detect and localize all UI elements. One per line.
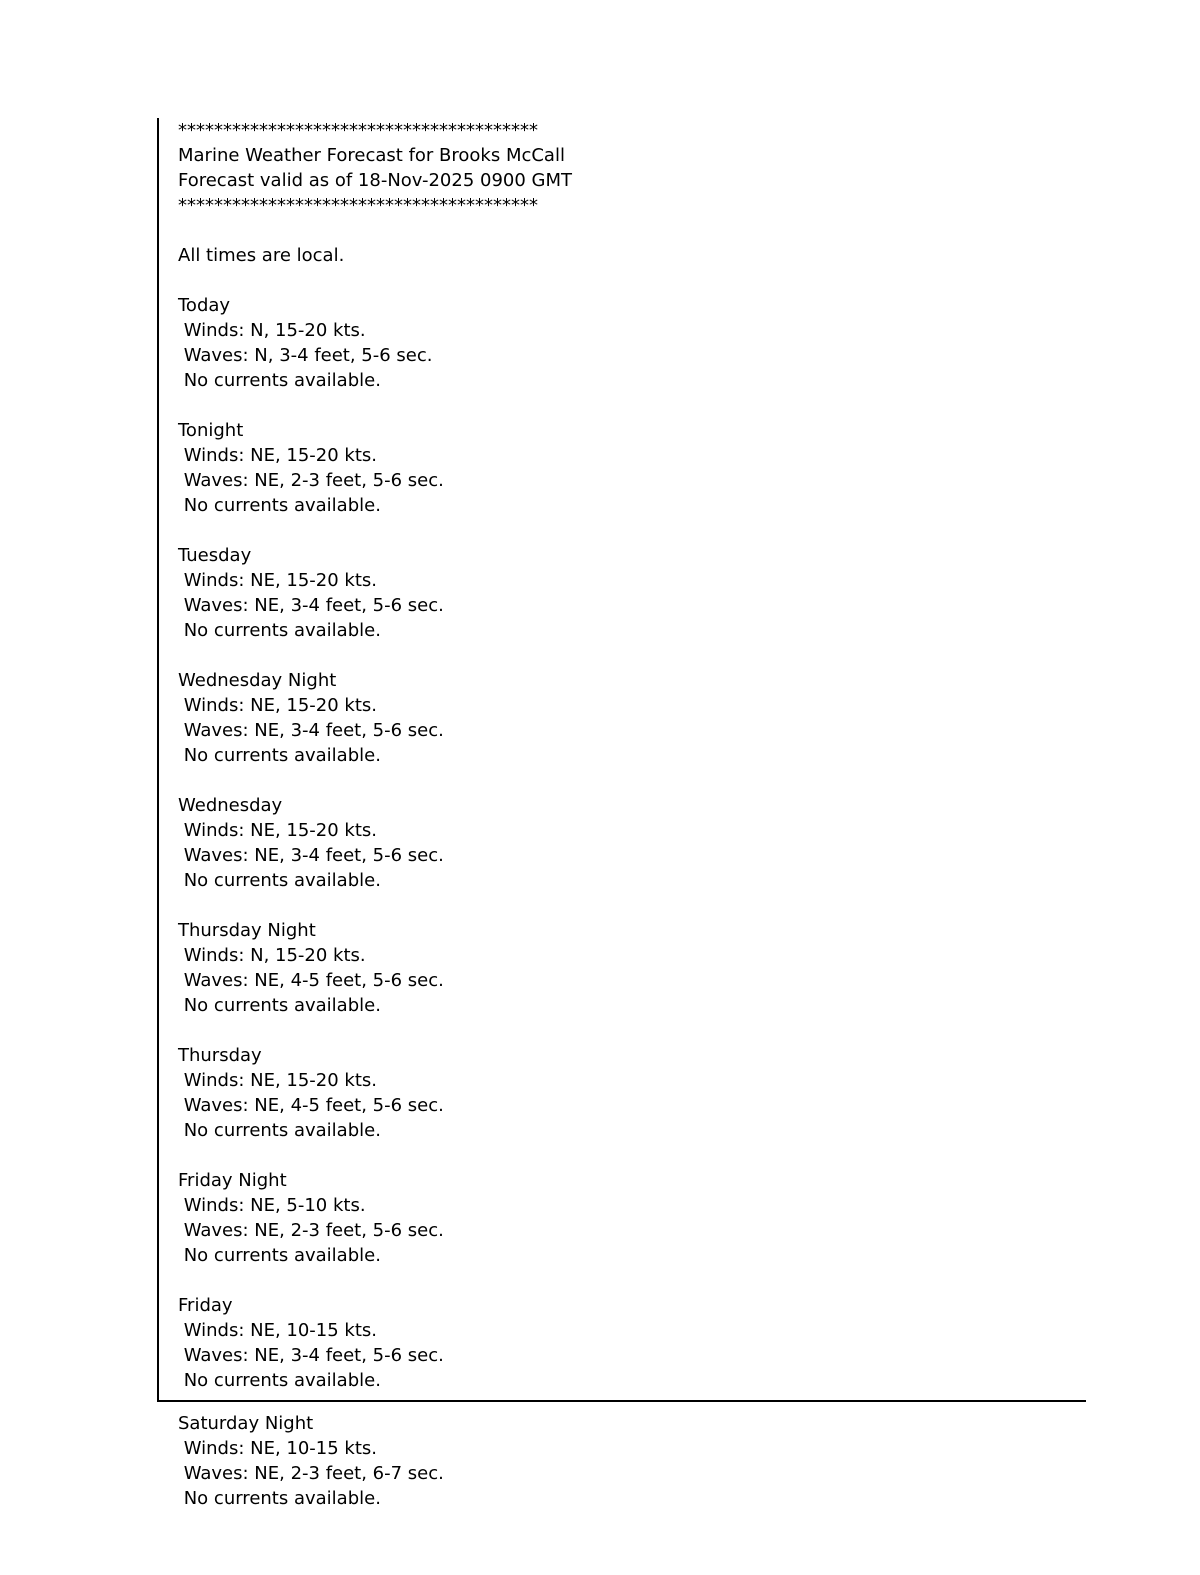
section-winds: Winds: NE, 15-20 kts.: [178, 820, 378, 841]
section-title: Tonight: [178, 420, 244, 441]
local-time-note: All times are local.: [178, 245, 345, 266]
section-title: Friday: [178, 1295, 233, 1316]
section-waves: Waves: NE, 2-3 feet, 5-6 sec.: [178, 470, 444, 491]
section-title: Tuesday: [178, 545, 252, 566]
spacer: [178, 218, 1086, 243]
header-stars-top: ****************************************: [178, 120, 538, 141]
section-waves: Waves: NE, 3-4 feet, 5-6 sec.: [178, 845, 444, 866]
section-title: Friday Night: [178, 1170, 287, 1191]
section-currents: No currents available.: [178, 620, 381, 641]
section-winds: Winds: NE, 10-15 kts.: [178, 1438, 378, 1459]
spacer: [178, 1268, 1086, 1293]
forecast-section-tuesday: [178, 543, 1086, 643]
section-winds: Winds: N, 15-20 kts.: [178, 945, 366, 966]
spacer: [178, 893, 1086, 918]
forecast-section-tonight: [178, 418, 1086, 518]
section-winds: Winds: NE, 15-20 kts.: [178, 695, 378, 716]
section-waves: Waves: NE, 3-4 feet, 5-6 sec.: [178, 595, 444, 616]
spacer: [178, 1143, 1086, 1168]
forecast-header: [178, 118, 1086, 218]
section-currents: No currents available.: [178, 1245, 381, 1266]
section-waves: Waves: NE, 2-3 feet, 5-6 sec.: [178, 1220, 444, 1241]
section-winds: Winds: NE, 15-20 kts.: [178, 570, 378, 591]
section-currents: No currents available.: [178, 1120, 381, 1141]
section-winds: Winds: NE, 5-10 kts.: [178, 1195, 366, 1216]
section-title: Wednesday: [178, 795, 283, 816]
spacer: [178, 268, 1086, 293]
section-currents: No currents available.: [178, 1488, 381, 1509]
forecast-box: [157, 118, 1086, 1402]
forecast-section-thursday-night: [178, 918, 1086, 1018]
spacer: [178, 518, 1086, 543]
section-title: Thursday: [178, 1045, 262, 1066]
forecast-section-friday: [178, 1293, 1086, 1393]
section-winds: Winds: NE, 15-20 kts.: [178, 1070, 378, 1091]
section-currents: No currents available.: [178, 495, 381, 516]
section-title: Today: [178, 295, 231, 316]
section-waves: Waves: NE, 4-5 feet, 5-6 sec.: [178, 970, 444, 991]
section-title: Saturday Night: [178, 1413, 314, 1434]
section-currents: No currents available.: [178, 1370, 381, 1391]
forecast-section-thursday: [178, 1043, 1086, 1143]
forecast-valid-date: Forecast valid as of 18-Nov-2025 0900 GMT: [178, 170, 572, 191]
section-waves: Waves: NE, 3-4 feet, 5-6 sec.: [178, 1345, 444, 1366]
section-currents: No currents available.: [178, 745, 381, 766]
section-title: Wednesday Night: [178, 670, 337, 691]
section-currents: No currents available.: [178, 370, 381, 391]
section-winds: Winds: NE, 15-20 kts.: [178, 445, 378, 466]
section-winds: Winds: NE, 10-15 kts.: [178, 1320, 378, 1341]
spacer: [178, 1018, 1086, 1043]
forecast-section-today: [178, 293, 1086, 393]
forecast-section-wednesday: [178, 793, 1086, 893]
forecast-section-friday-night: [178, 1168, 1086, 1268]
forecast-section-wednesday-night: [178, 668, 1086, 768]
section-currents: No currents available.: [178, 870, 381, 891]
section-title: Thursday Night: [178, 920, 316, 941]
header-stars-bottom: ****************************************: [178, 195, 538, 216]
section-currents: No currents available.: [178, 995, 381, 1016]
section-waves: Waves: NE, 2-3 feet, 6-7 sec.: [178, 1463, 444, 1484]
forecast-title: Marine Weather Forecast for Brooks McCall: [178, 145, 565, 166]
section-waves: Waves: NE, 3-4 feet, 5-6 sec.: [178, 720, 444, 741]
forecast-section-saturday-night: [178, 1411, 444, 1511]
section-winds: Winds: N, 15-20 kts.: [178, 320, 366, 341]
spacer: [178, 393, 1086, 418]
section-waves: Waves: N, 3-4 feet, 5-6 sec.: [178, 345, 433, 366]
spacer: [178, 643, 1086, 668]
spacer: [178, 768, 1086, 793]
section-waves: Waves: NE, 4-5 feet, 5-6 sec.: [178, 1095, 444, 1116]
